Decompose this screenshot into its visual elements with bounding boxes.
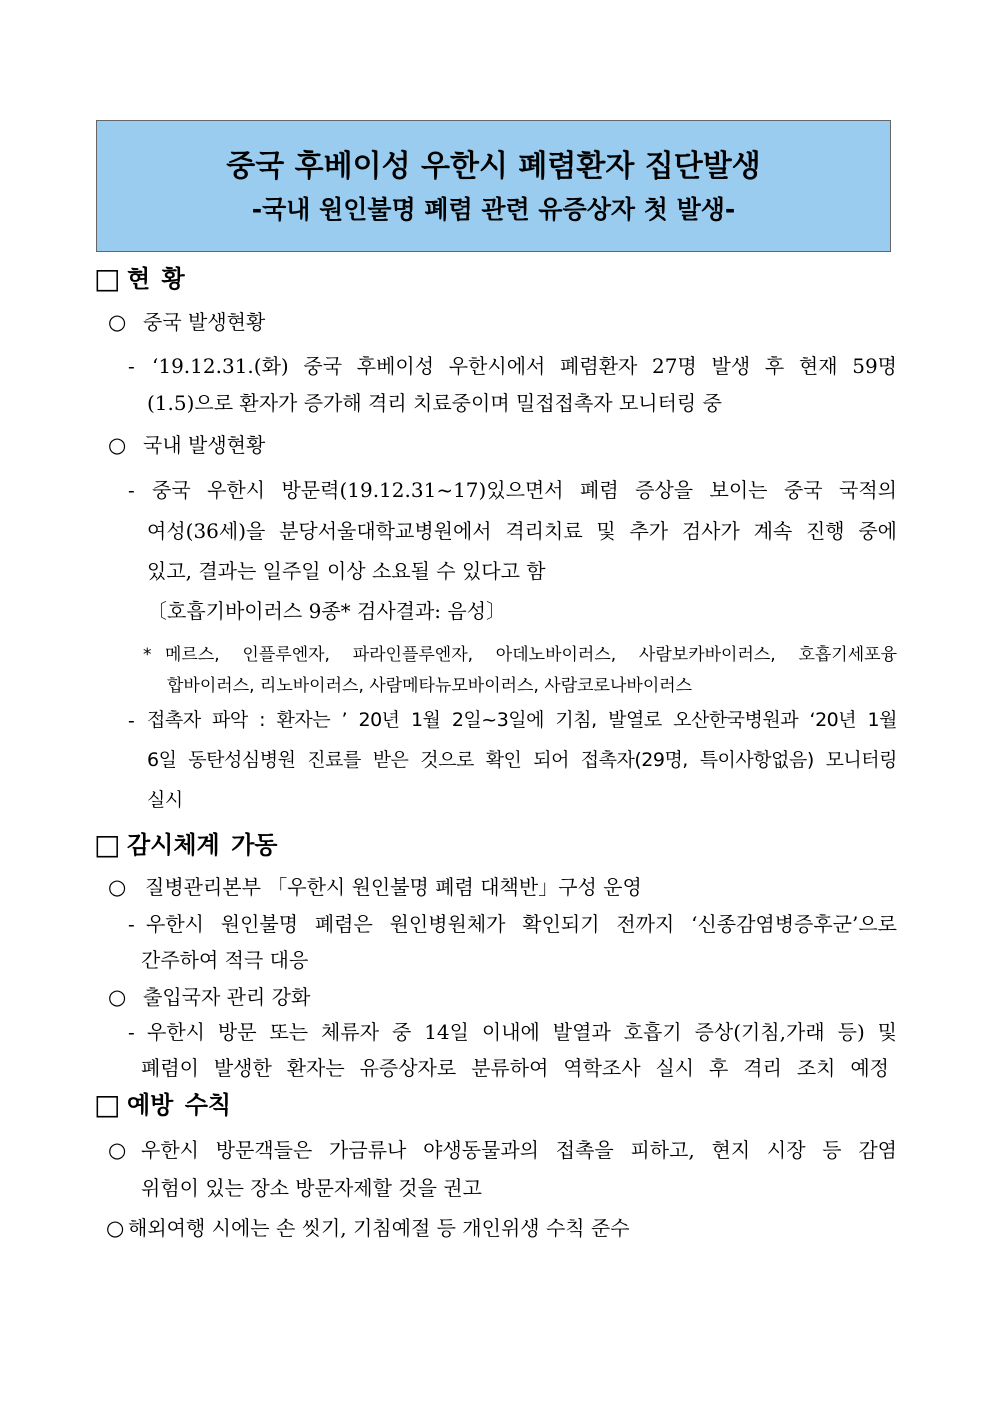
detail-line: (1.5)으로 환자가 증가해 격리 치료중이며 밀접접촉자 모니터링 중 — [147, 391, 722, 415]
section-heading: 예방 수칙 — [127, 1091, 232, 1119]
detail-line: 여성(36세)을 분당서울대학교병원에서 격리치료 및 추가 검사가 계속 진행 중에 — [147, 519, 897, 543]
section-marker-square: □ — [94, 1088, 121, 1121]
detail-line: 우한시 방문 또는 체류자 중 14일 이내에 발열과 호흡기 증상(기침,가래 등) 및 — [147, 1020, 897, 1044]
detail-line: 간주하여 적극 대응 — [141, 948, 309, 972]
footnote-marker-asterisk: * — [143, 645, 152, 665]
detail-line: 실시 — [147, 789, 183, 811]
item-marker-circle: ○ — [108, 1138, 127, 1162]
test-result-note: 〔호흡기바이러스 9종* 검사결과: 음성〕 — [147, 599, 507, 623]
item-title: 국내 발생현황 — [143, 433, 266, 457]
section-heading: 감시체계 가동 — [127, 831, 278, 859]
section-marker-square: □ — [94, 828, 121, 861]
detail-line: 접촉자 파악 : 환자는 ’ 20년 1월 2일~3일에 기침, 발열로 오산한국병원과 ‘20년 1월 — [147, 709, 897, 731]
document-subtitle: -국내 원인불명 폐렴 관련 유증상자 첫 발생- — [251, 195, 736, 224]
item-marker-circle: ○ — [108, 985, 127, 1009]
detail-line: 우한시 원인불명 폐렴은 원인병원체가 확인되기 전까지 ‘신종감염병증후군’으로 — [146, 912, 897, 936]
detail-line: 중국 우한시 방문력(19.12.31~17)있으면서 폐렴 증상을 보이는 중국 국적의 — [152, 478, 897, 502]
section-marker-square: □ — [94, 262, 121, 295]
item-line: 위험이 있는 장소 방문자제할 것을 권고 — [141, 1176, 482, 1200]
item-marker-circle: ○ — [108, 433, 127, 457]
detail-line: 있고, 결과는 일주일 이상 소요될 수 있다고 함 — [147, 559, 546, 583]
detail-line: ‘19.12.31.(화) 중국 후베이성 우한시에서 폐렴환자 27명 발생 후 현재 59명 — [152, 354, 897, 378]
footnote-line: 합바이러스, 리노바이러스, 사람메타뉴모바이러스, 사람코로나바이러스 — [167, 676, 693, 696]
detail-marker-dash: - — [128, 912, 135, 936]
footnote-line: 메르스, 인플루엔자, 파라인플루엔자, 아데노바이러스, 사람보카바이러스, 호흡기세포융 — [165, 645, 897, 665]
item-marker-circle: ○ — [108, 310, 127, 334]
detail-marker-dash: - — [128, 708, 135, 732]
item-line: 우한시 방문객들은 가금류나 야생동물과의 접촉을 피하고, 현지 시장 등 감염 — [141, 1138, 897, 1162]
item-line: 해외여행 시에는 손 씻기, 기침예절 등 개인위생 수칙 준수 — [128, 1216, 630, 1240]
item-title: 출입국자 관리 강화 — [143, 985, 311, 1009]
title-box — [96, 120, 891, 252]
section-heading: 현 황 — [127, 265, 185, 293]
detail-marker-dash: - — [128, 1020, 135, 1044]
item-title: 중국 발생현황 — [143, 310, 266, 334]
item-marker-circle: ○ — [106, 1216, 125, 1240]
detail-marker-dash: - — [128, 478, 135, 502]
detail-line: 6일 동탄성심병원 진료를 받은 것으로 확인 되어 접촉자(29명, 특이사항없음) 모니터링 — [147, 749, 897, 771]
detail-marker-dash: - — [128, 354, 135, 378]
document-title: 중국 후베이성 우한시 폐렴환자 집단발생 — [226, 149, 761, 184]
item-marker-circle: ○ — [108, 875, 127, 899]
detail-line: 폐렴이 발생한 환자는 유증상자로 분류하여 역학조사 실시 후 격리 조치 예정 — [141, 1056, 889, 1080]
item-title: 질병관리본부 「우한시 원인불명 폐렴 대책반」구성 운영 — [145, 875, 642, 899]
